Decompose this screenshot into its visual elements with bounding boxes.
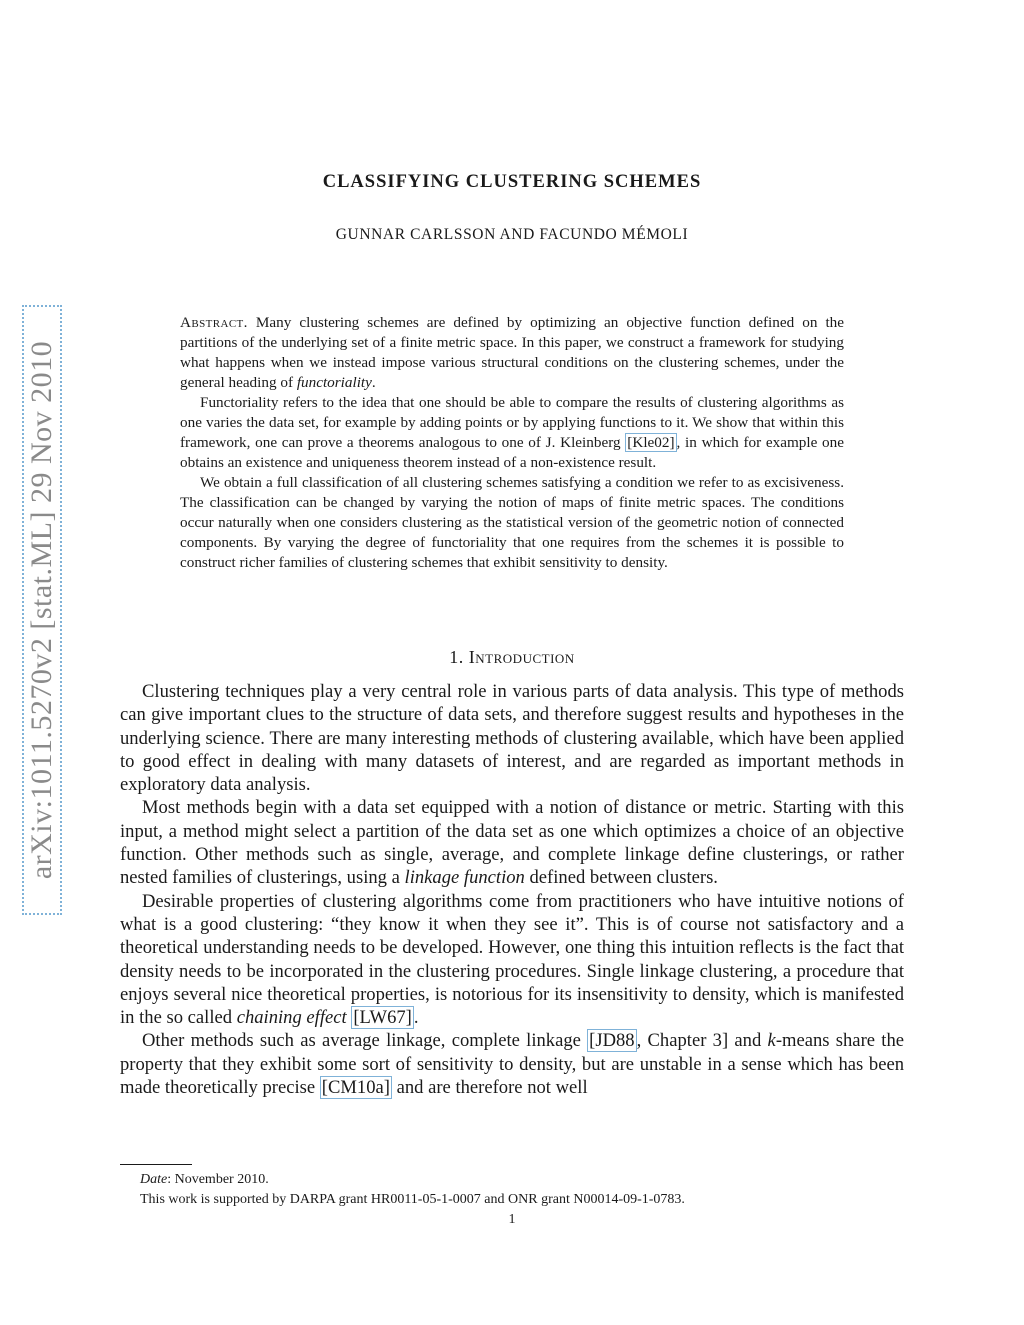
body-text: , Chapter 3] and	[636, 1030, 768, 1052]
paper-title: CLASSIFYING CLUSTERING SCHEMES	[322, 172, 702, 192]
body-text: defined between clusters.	[524, 867, 718, 889]
page-number: 1	[508, 1212, 516, 1227]
footnote-support: This work is supported by DARPA grant HR0011-05-1-0007 and ONR grant N00014-09-1-0783.	[140, 1192, 685, 1207]
body-paragraph-2	[120, 796, 904, 889]
body-text: Desirable properties of clustering algorithms come from practitioners who have intuitive notions of what is a good clustering: “they know it when they see it”. This is of course not satisfactory and a theoretical understanding needs to be developed. However, one thing this intuition reflects is the fact that density needs to be incorporated in the clustering procedures. Single linkage clustering, a procedure that enjoys several nice theoretical properties, is notorious for its insensitivity to density, which is manifested in the so called	[120, 890, 904, 1029]
body-paragraph-3	[120, 890, 904, 1030]
emphasis-functoriality: functoriality	[296, 374, 372, 391]
body-text: and are therefore not well	[391, 1077, 588, 1099]
footnote-date	[140, 1170, 900, 1190]
section-number: 1.	[449, 647, 464, 667]
introduction-body	[120, 680, 904, 1099]
abstract-paragraph-1	[180, 313, 844, 393]
emphasis-linkage-function: linkage function	[404, 867, 525, 889]
section-heading-introduction	[0, 647, 1024, 668]
abstract	[180, 313, 844, 573]
abstract-paragraph-3: We obtain a full classification of all clustering schemes satisfying a condition we refer to as excisiveness. The classification can be changed by varying the notion of maps of finite metric spaces. The conditions occur naturally when one considers clustering as the statistical version of the geometric notion of connected components. By varying the degree of functoriality that one requires from the schemes it is possible to construct richer families of clustering schemes that exhibit sensitivity to density.	[180, 474, 844, 571]
citation-lw67[interactable]: [LW67]	[353, 1007, 412, 1029]
body-text: -means share the property that they exhibit some sort of sensitivity to density, but are unstable in a sense which has been made theoretically precise	[120, 1030, 904, 1099]
section-title: Introduction	[468, 647, 575, 667]
body-paragraph-1: Clustering techniques play a very central role in various parts of data analysis. This type of methods can give important clues to the structure of data sets, and therefore suggest results and hypotheses in the underlying science. There are many interesting methods of clustering available, which have been applied to good effect in dealing with many datasets of interest, and are regarded as important methods in exploratory data analysis.	[120, 681, 904, 796]
footnote-date-value: : November 2010.	[167, 1172, 269, 1187]
abstract-text: , in which for example one obtains an existence and uniqueness theorem instead of a non-existence result.	[180, 434, 844, 471]
footnotes	[140, 1170, 900, 1210]
arxiv-identifier[interactable]: arXiv:1011.5270v2 [stat.ML] 29 Nov 2010	[25, 340, 58, 880]
abstract-text: Functoriality refers to the idea that one should be able to compare the results of clustering algorithms as one varies the data set, for example by adding points or by applying functions to it. We show that within this framework, one can prove a theorems analogous to one of J. Kleinberg	[180, 394, 844, 451]
abstract-text: Many clustering schemes are defined by optimizing an objective function defined on the partitions of the underlying set of a finite metric space. In this paper, we construct a framework for studying what happens when we instead impose various structural conditions on the clustering schemes, under the general heading of	[180, 314, 844, 391]
citation-cm10a[interactable]: [CM10a]	[321, 1077, 390, 1099]
body-text: Most methods begin with a data set equipped with a notion of distance or metric. Starting with this input, a method might select a partition of the data set as one which optimizes a choice of an objective function. Other methods such as single, average, and complete linkage define clusterings, or rather nested families of clusterings, using a	[120, 797, 904, 889]
emphasis-chaining-effect: chaining effect	[236, 1007, 347, 1029]
arxiv-identifier-stamp	[22, 305, 62, 915]
body-text: Other methods such as average linkage, complete linkage	[142, 1030, 588, 1052]
footnote-rule	[120, 1164, 192, 1165]
abstract-heading: Abstract.	[180, 314, 248, 331]
footnote-date-label: Date	[140, 1172, 168, 1187]
abstract-paragraph-2	[180, 393, 844, 473]
abstract-text: .	[371, 374, 376, 391]
citation-kle02[interactable]: [Kle02]	[627, 434, 675, 451]
citation-jd88[interactable]: [JD88	[589, 1030, 635, 1052]
paper-authors: GUNNAR CARLSSON AND FACUNDO MÉMOLI	[335, 226, 689, 243]
body-text: .	[413, 1007, 419, 1029]
body-paragraph-4	[120, 1029, 904, 1099]
emphasis-k: k	[767, 1030, 776, 1052]
